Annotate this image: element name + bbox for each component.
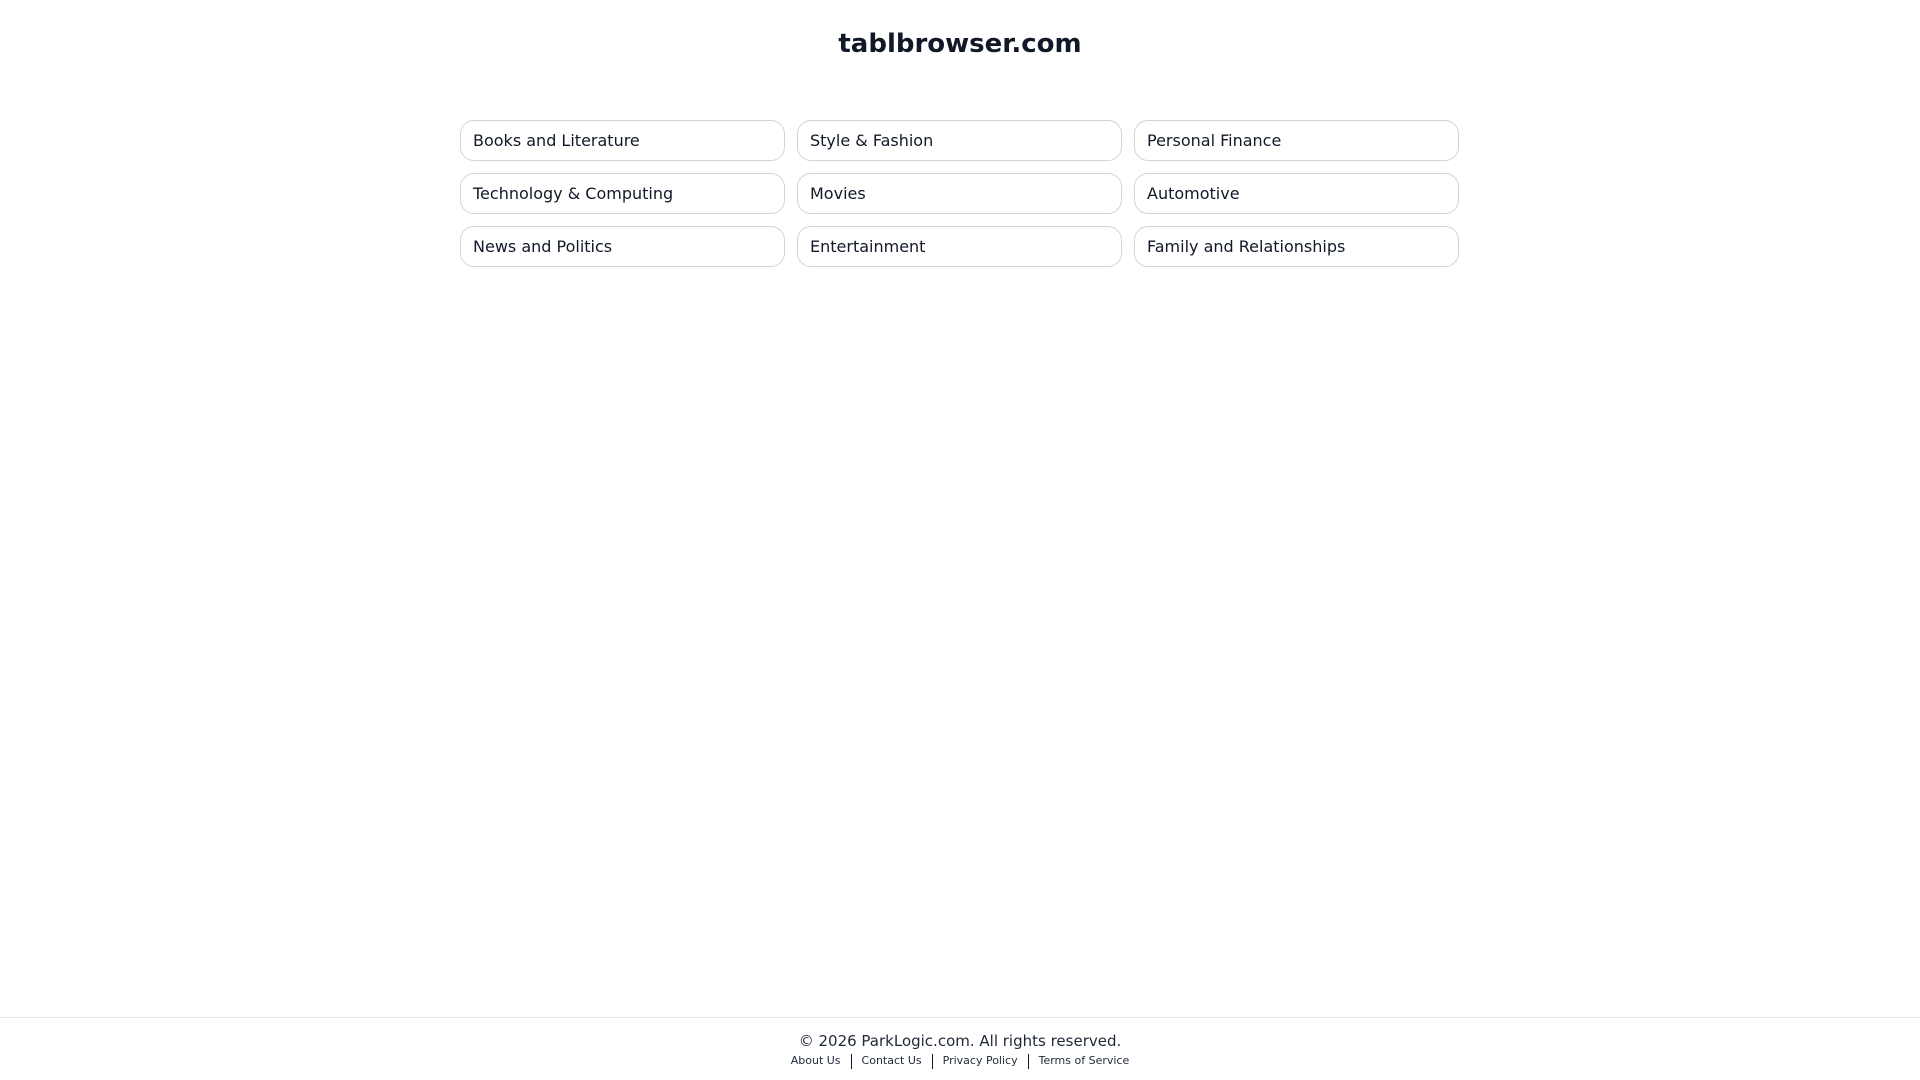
topic-link-automotive[interactable]: Automotive: [1134, 173, 1459, 214]
topics-grid: [460, 120, 1460, 267]
topic-link-personal-finance[interactable]: Personal Finance: [1134, 120, 1459, 161]
privacy-policy-link[interactable]: Privacy Policy: [942, 1054, 1018, 1067]
terms-of-service-link[interactable]: Terms of Service: [1038, 1054, 1130, 1067]
topic-link-style-and-fashion[interactable]: Style & Fashion: [797, 120, 1122, 161]
copyright-text: © 2026 ParkLogic.com. All rights reserved.: [798, 1032, 1122, 1050]
topic-link-entertainment[interactable]: Entertainment: [797, 226, 1122, 267]
site-title: tablbrowser.com: [838, 29, 1082, 59]
footer-links: [0, 1053, 1920, 1069]
topic-link-technology-and-computing[interactable]: Technology & Computing: [460, 173, 785, 214]
topic-link-movies[interactable]: Movies: [797, 173, 1122, 214]
about-us-link[interactable]: About Us: [790, 1054, 841, 1067]
footer: [0, 1017, 1920, 1080]
topic-link-family-and-relationships[interactable]: Family and Relationships: [1134, 226, 1459, 267]
contact-us-link[interactable]: Contact Us: [861, 1054, 922, 1067]
topic-link-news-and-politics[interactable]: News and Politics: [460, 226, 785, 267]
topic-link-books-and-literature[interactable]: Books and Literature: [460, 120, 785, 161]
